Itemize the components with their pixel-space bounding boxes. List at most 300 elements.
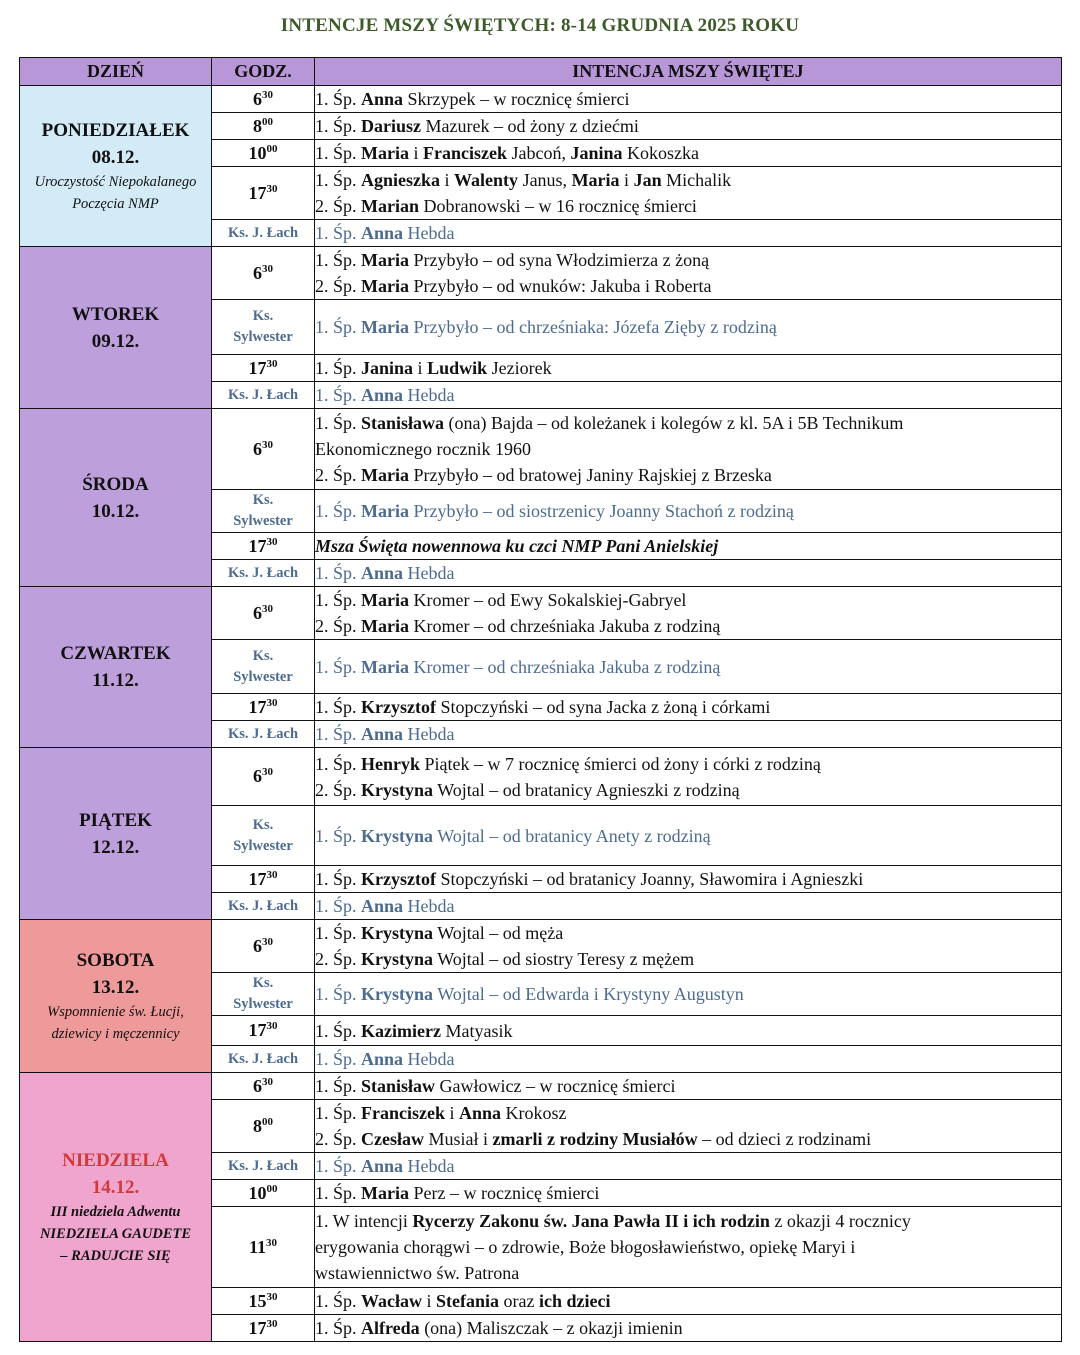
intention-line (315, 410, 1061, 436)
intention-text: Musiał i (424, 1129, 493, 1149)
priest-cell (212, 560, 315, 587)
intention-line (315, 1288, 1061, 1314)
intention-name: Krzysztof (361, 697, 436, 717)
intention-line (315, 220, 1061, 246)
priest-name: Ks. J. Łach (227, 564, 299, 581)
intention-line (315, 946, 1061, 972)
intention-line (315, 247, 1061, 273)
intention-name: Ludwik (427, 358, 488, 378)
intention-text: 1. Śp. (315, 697, 362, 717)
priest-name: Ks. Sylwester (233, 647, 293, 685)
intention-name: Henryk (361, 753, 421, 774)
intention-line (315, 721, 1061, 747)
time-hour: 6 (253, 602, 262, 623)
intention-line (315, 777, 1061, 803)
intention-cell (315, 1315, 1062, 1342)
intention-cell (315, 1016, 1062, 1046)
priest-cell (212, 893, 315, 920)
intention-text: 2. Śp. (315, 196, 362, 216)
time-minute: 30 (262, 602, 273, 615)
day-name: ŚRODA (82, 473, 149, 495)
intention-cell (315, 748, 1062, 806)
intention-name: Maria (361, 250, 409, 270)
intention-line (315, 86, 1061, 112)
intention-name: ich dzieci (539, 1291, 611, 1311)
intention-cell (315, 382, 1062, 409)
intention-name: Janina (361, 358, 414, 378)
intention-cell (315, 409, 1062, 490)
intention-cell (315, 973, 1062, 1016)
intention-cell (315, 86, 1062, 113)
intention-line (315, 314, 1061, 340)
day-cell (20, 1073, 212, 1342)
intention-cell (315, 640, 1062, 694)
intention-name: Janina (570, 143, 623, 163)
day-note: NIEDZIELA GAUDETE (39, 1226, 192, 1242)
priest-name: Ks. J. Łach (227, 224, 299, 241)
mass-time (212, 587, 315, 640)
mass-time (212, 748, 315, 806)
intention-name: Stanisława (361, 413, 445, 433)
intention-line (315, 981, 1061, 1007)
day-cell (20, 86, 212, 247)
intention-text: Gawłowicz – w rocznicę śmierci (435, 1076, 676, 1096)
intention-line (315, 1234, 1061, 1260)
priest-cell (212, 490, 315, 533)
intention-cell (315, 806, 1062, 866)
time-hour: 6 (253, 766, 262, 786)
intention-text: wstawiennictwo św. Patrona (315, 1263, 520, 1283)
intention-text: Przybyło – od bratowej Janiny Rajskiej z Brzeska (409, 465, 772, 485)
time-minute: 30 (262, 935, 273, 948)
intention-text: Hebda (403, 223, 455, 243)
intention-text: Kromer – od chrześniaka Jakuba z rodziną (409, 616, 721, 636)
intention-text: 2. Śp. (315, 276, 362, 296)
intention-text: Jabcoń, (507, 143, 571, 163)
time-hour: 17 (248, 696, 267, 717)
time-hour: 6 (253, 262, 262, 283)
intention-line (315, 1046, 1061, 1072)
intention-text: Przybyło – od chrześniaka: Józefa Zięby z rodziną (409, 317, 777, 337)
day-date: 09.12. (91, 330, 140, 352)
intention-text: Hebda (403, 724, 455, 744)
time-minute: 30 (262, 1075, 273, 1088)
intention-line (315, 533, 1061, 559)
intention-text: 1. Śp. (315, 869, 362, 889)
intention-text: Hebda (403, 385, 455, 405)
intention-name: Anna (361, 89, 404, 109)
priest-name: Ks. Sylwester (233, 492, 293, 529)
intention-text: 1. Śp. (315, 250, 362, 270)
intention-cell (315, 721, 1062, 748)
day-cell (20, 920, 212, 1073)
time-hour: 8 (253, 1115, 262, 1136)
day-cell (20, 748, 212, 920)
intention-text: i (619, 170, 634, 190)
mass-row (20, 587, 1062, 640)
time-hour: 17 (248, 535, 267, 556)
priest-cell (212, 300, 315, 355)
intention-text: i (422, 1291, 437, 1311)
intention-text: Kromer – od chrześniaka Jakuba z rodziną (409, 656, 721, 677)
intention-cell (315, 1180, 1062, 1207)
time-hour: 17 (248, 1317, 267, 1338)
time-hour: 6 (253, 935, 262, 956)
mass-time (212, 533, 315, 560)
time-minute: 30 (266, 535, 278, 548)
time-hour: 17 (248, 357, 267, 378)
intention-name: Franciszek (423, 143, 507, 163)
intention-line (315, 920, 1061, 946)
intention-text: Msza Święta nowennowa ku czci NMP Pani Anielskiej (315, 536, 719, 556)
intention-name: Maria (361, 656, 409, 677)
intention-text: – od dzieci z rodzinami (697, 1129, 872, 1149)
intention-text: 1. Śp. (315, 143, 362, 163)
day-name: PONIEDZIAŁEK (41, 120, 190, 141)
intention-line (315, 1260, 1061, 1286)
intention-name: zmarli z rodziny Musiałów (492, 1129, 698, 1149)
time-minute: 30 (262, 438, 273, 451)
intention-name: Walenty (454, 170, 519, 190)
time-minute: 30 (266, 182, 278, 195)
intention-name: Maria (361, 276, 409, 296)
intention-text: 2. Śp. (315, 465, 362, 485)
intention-name: Dariusz (361, 116, 422, 136)
mass-time (212, 1315, 315, 1342)
mass-time (212, 1288, 315, 1315)
intention-cell (315, 893, 1062, 920)
intention-text: 1. Śp. (315, 724, 362, 744)
priest-cell (212, 1046, 315, 1073)
intention-line (315, 613, 1061, 639)
header-intention: INTENCJA MSZY ŚWIĘTEJ (315, 58, 1062, 86)
intention-text: erygowania chorągwi – o zdrowie, Boże błogosławieństwo, opiekę Maryi i (315, 1237, 856, 1257)
priest-cell (212, 640, 315, 694)
intention-cell (315, 587, 1062, 640)
intention-text: Stopczyński – od bratanicy Joanny, Sławomira i Agnieszki (435, 869, 864, 889)
intention-name: Agnieszka (361, 170, 441, 190)
intention-line (315, 167, 1061, 193)
mass-row (20, 920, 1062, 973)
intention-name: Krystyna (361, 779, 434, 800)
intention-name: Krzysztof (361, 869, 436, 889)
intention-line (315, 560, 1061, 586)
intention-text: 1. Śp. (315, 825, 362, 846)
intention-name: Anna (361, 1156, 404, 1176)
intention-name: Anna (361, 223, 404, 243)
intention-text: 1. Śp. (315, 317, 362, 337)
intention-text: 1. W intencji (315, 1211, 413, 1231)
intention-text: 1. Śp. (315, 1291, 362, 1311)
mass-time (212, 1073, 315, 1100)
intention-text: Wojtal – od męża (433, 923, 564, 943)
intention-name: Czesław (361, 1129, 424, 1149)
intention-name: Anna (361, 896, 404, 916)
intention-line (315, 823, 1061, 849)
intention-text: 2. Śp. (315, 779, 362, 800)
time-minute: 30 (266, 1020, 278, 1032)
time-hour: 8 (253, 115, 262, 136)
intention-line (315, 1208, 1061, 1234)
intention-name: Anna (361, 385, 404, 405)
intention-cell (315, 1100, 1062, 1153)
intention-text: 1. Śp. (315, 501, 362, 521)
time-hour: 17 (248, 1020, 267, 1040)
intention-line (315, 751, 1061, 777)
time-minute: 30 (262, 88, 273, 101)
intention-name: Anna (361, 563, 404, 583)
time-minute: 00 (266, 142, 278, 155)
intention-text: 1. Śp. (315, 923, 362, 943)
intention-text: i (409, 143, 424, 163)
intention-name: Maria (361, 143, 409, 163)
time-minute: 00 (266, 1182, 278, 1195)
intention-text: Michalik (661, 170, 732, 190)
intention-text: 1. Śp. (315, 753, 362, 774)
time-minute: 30 (266, 1290, 278, 1303)
mass-time (212, 1100, 315, 1153)
intention-name: Maria (361, 1183, 409, 1203)
intention-cell (315, 300, 1062, 355)
intention-text: Jeziorek (487, 358, 552, 378)
intention-cell (315, 1153, 1062, 1180)
mass-time (212, 1207, 315, 1288)
intention-cell (315, 167, 1062, 220)
intention-text: 1. Śp. (315, 1076, 362, 1096)
day-note: Uroczystość Niepokalanego Poczęcia NMP (34, 174, 197, 212)
mass-time (212, 140, 315, 167)
intention-text: Perz – w rocznicę śmierci (409, 1183, 600, 1203)
priest-cell (212, 220, 315, 247)
intention-name: Jan (633, 170, 662, 190)
intention-text: Dobranowski – w 16 rocznicę śmierci (419, 196, 697, 216)
intention-text: Skrzypek – w rocznicę śmierci (403, 89, 630, 109)
intention-text: Hebda (403, 1156, 455, 1176)
day-date: 11.12. (92, 670, 139, 691)
intention-line (315, 273, 1061, 299)
intention-cell (315, 220, 1062, 247)
intention-line (315, 1100, 1061, 1126)
mass-row (20, 748, 1062, 806)
intention-text: Przybyło – od siostrzenicy Joanny Stachoń z rodziną (409, 501, 794, 521)
intention-text: (ona) Bajda – od koleżanek i kolegów z kl. 5A i 5B Technikum (444, 413, 904, 433)
intention-cell (315, 113, 1062, 140)
intention-name: Krystyna (361, 825, 434, 846)
day-name: PIĄTEK (79, 809, 152, 831)
day-date: 12.12. (91, 836, 140, 858)
intention-text: Kromer – od Ewy Sokalskiej-Gabryel (409, 590, 687, 610)
time-hour: 6 (253, 88, 262, 109)
mass-time (212, 694, 315, 721)
intention-line (315, 355, 1061, 381)
intention-text: 2. Śp. (315, 1129, 362, 1149)
intention-line (315, 866, 1061, 892)
intention-name: Krystyna (361, 949, 434, 969)
intention-text: i (440, 170, 455, 190)
mass-row (20, 247, 1062, 300)
intention-name: Marian (361, 196, 420, 216)
intention-text: Wojtal – od bratanicy Anety z rodziną (433, 825, 711, 846)
intention-name: Maria (361, 616, 409, 636)
day-note: – RADUJCIE SIĘ (60, 1248, 171, 1264)
intention-text: Wojtal – od bratanicy Agnieszki z rodziną (433, 779, 740, 800)
intention-name: Krystyna (361, 984, 434, 1004)
intention-text: 1. Śp. (315, 170, 362, 190)
day-name: NIEDZIELA (62, 1150, 169, 1171)
priest-cell (212, 382, 315, 409)
time-minute: 00 (262, 1115, 273, 1128)
intention-name: Stefania (436, 1291, 500, 1311)
intention-text: 1. Śp. (315, 1020, 362, 1041)
time-minute: 30 (262, 262, 273, 275)
mass-time (212, 247, 315, 300)
time-minute: 30 (266, 868, 278, 881)
intention-line (315, 1180, 1061, 1206)
priest-cell (212, 1153, 315, 1180)
day-date: 14.12. (91, 1177, 140, 1198)
intention-line (315, 1153, 1061, 1179)
intention-name: Maria (361, 590, 409, 610)
day-date: 08.12. (91, 147, 140, 168)
priest-name: Ks. Sylwester (233, 975, 293, 1012)
intention-cell (315, 1288, 1062, 1315)
intention-line (315, 587, 1061, 613)
intention-text: 2. Śp. (315, 616, 362, 636)
mass-time (212, 1180, 315, 1207)
mass-time (212, 409, 315, 490)
intention-text: Matyasik (440, 1020, 513, 1041)
day-name: WTOREK (71, 303, 160, 325)
intention-text: Hebda (403, 896, 455, 916)
day-cell (20, 409, 212, 587)
intention-line (315, 893, 1061, 919)
time-hour: 15 (248, 1290, 267, 1311)
intention-name: Rycerzy Zakonu św. Jana Pawła II i ich rodzin (412, 1211, 770, 1231)
intention-text: 1. Śp. (315, 358, 362, 378)
priest-name: Ks. J. Łach (227, 725, 299, 742)
mass-time (212, 86, 315, 113)
intention-text: Hebda (403, 1049, 455, 1069)
intention-line (315, 1073, 1061, 1099)
intention-text: Przybyło – od wnuków: Jakuba i Roberta (409, 276, 712, 296)
intention-name: Anna (361, 724, 404, 744)
intention-cell (315, 490, 1062, 533)
priest-name: Ks. J. Łach (227, 1050, 299, 1067)
intention-text: Wojtal – od siostry Teresy z mężem (433, 949, 695, 969)
time-minute: 30 (266, 357, 278, 370)
mass-time (212, 1016, 315, 1046)
intention-text: 1. Śp. (315, 1183, 362, 1203)
intention-text: Krokosz (501, 1103, 567, 1123)
mass-row (20, 409, 1062, 490)
day-cell (20, 247, 212, 409)
intention-cell (315, 140, 1062, 167)
intention-text: 1. Śp. (315, 1049, 362, 1069)
time-minute: 30 (266, 1317, 278, 1330)
day-date: 13.12. (91, 977, 140, 998)
day-name: SOBOTA (76, 950, 155, 971)
page-title: INTENCJE MSZY ŚWIĘTYCH: 8-14 GRUDNIA 2025 ROKU (280, 15, 800, 36)
intention-text: 1. Śp. (315, 116, 362, 136)
time-hour: 11 (248, 1236, 266, 1257)
intention-text: i (445, 1103, 460, 1123)
intention-text: 1. Śp. (315, 1156, 362, 1176)
time-minute: 30 (262, 766, 273, 778)
mass-time (212, 167, 315, 220)
intention-name: Wacław (361, 1291, 423, 1311)
intention-text: 1. Śp. (315, 563, 362, 583)
priest-name: Ks. J. Łach (227, 386, 299, 403)
intention-line (315, 382, 1061, 408)
intention-text: 2. Śp. (315, 949, 362, 969)
intention-text: 1. Śp. (315, 1318, 362, 1338)
intention-cell (315, 1046, 1062, 1073)
intention-text: Kokoszka (622, 143, 699, 163)
time-hour: 17 (248, 868, 267, 889)
intention-line (315, 436, 1061, 462)
intention-text: Stopczyński – od syna Jacka z żoną i córkami (435, 697, 771, 717)
time-hour: 6 (253, 438, 262, 459)
table-header-row (20, 58, 1062, 86)
intention-name: Kazimierz (361, 1020, 441, 1041)
mass-schedule-table (19, 57, 1062, 1342)
intention-text: 1. Śp. (315, 590, 362, 610)
intention-text: Ekonomicznego rocznik 1960 (315, 439, 531, 459)
intention-cell (315, 1207, 1062, 1288)
day-note: Wspomnienie św. Łucji, dziewicy i męczennicy (47, 1004, 184, 1042)
intention-text: Wojtal – od Edwarda i Krystyny Augustyn (433, 984, 744, 1004)
intention-name: Alfreda (361, 1318, 420, 1338)
intention-line (315, 1126, 1061, 1152)
priest-name: Ks. Sylwester (233, 308, 293, 345)
intention-text: 1. Śp. (315, 1103, 362, 1123)
intention-name: Anna (361, 1049, 404, 1069)
day-cell (20, 587, 212, 748)
header-day: DZIEŃ (20, 58, 212, 86)
intention-line (315, 694, 1061, 720)
intention-line (315, 1018, 1061, 1044)
intention-text: (ona) Maliszczak – z okazji imienin (419, 1318, 683, 1338)
mass-time (212, 113, 315, 140)
intention-line (315, 654, 1061, 680)
intention-name: Franciszek (361, 1103, 445, 1123)
intention-cell (315, 533, 1062, 560)
intention-text: Hebda (403, 563, 455, 583)
intention-text: oraz (499, 1291, 540, 1311)
day-note: III niedziela Adwentu (50, 1204, 181, 1220)
intention-name: Maria (571, 170, 620, 190)
mass-time (212, 866, 315, 893)
intention-line (315, 1315, 1061, 1341)
intention-text: z okazji 4 rocznicy (769, 1211, 911, 1231)
priest-name: Ks. J. Łach (227, 897, 299, 914)
intention-line (315, 113, 1061, 139)
day-name: CZWARTEK (60, 643, 171, 664)
intention-text: 1. Śp. (315, 385, 362, 405)
intention-cell (315, 866, 1062, 893)
intention-cell (315, 355, 1062, 382)
intention-text: Piątek – w 7 rocznicę śmierci od żony i córki z rodziną (420, 753, 821, 774)
intention-name: Krystyna (361, 923, 434, 943)
intention-name: Anna (459, 1103, 502, 1123)
priest-name: Ks. J. Łach (227, 1157, 299, 1174)
intention-text: 1. Śp. (315, 984, 362, 1004)
intention-name: Maria (361, 317, 409, 337)
intention-name: Maria (361, 465, 409, 485)
mass-row (20, 86, 1062, 113)
priest-name: Ks. Sylwester (233, 816, 293, 854)
intention-text: 1. Śp. (315, 656, 362, 677)
